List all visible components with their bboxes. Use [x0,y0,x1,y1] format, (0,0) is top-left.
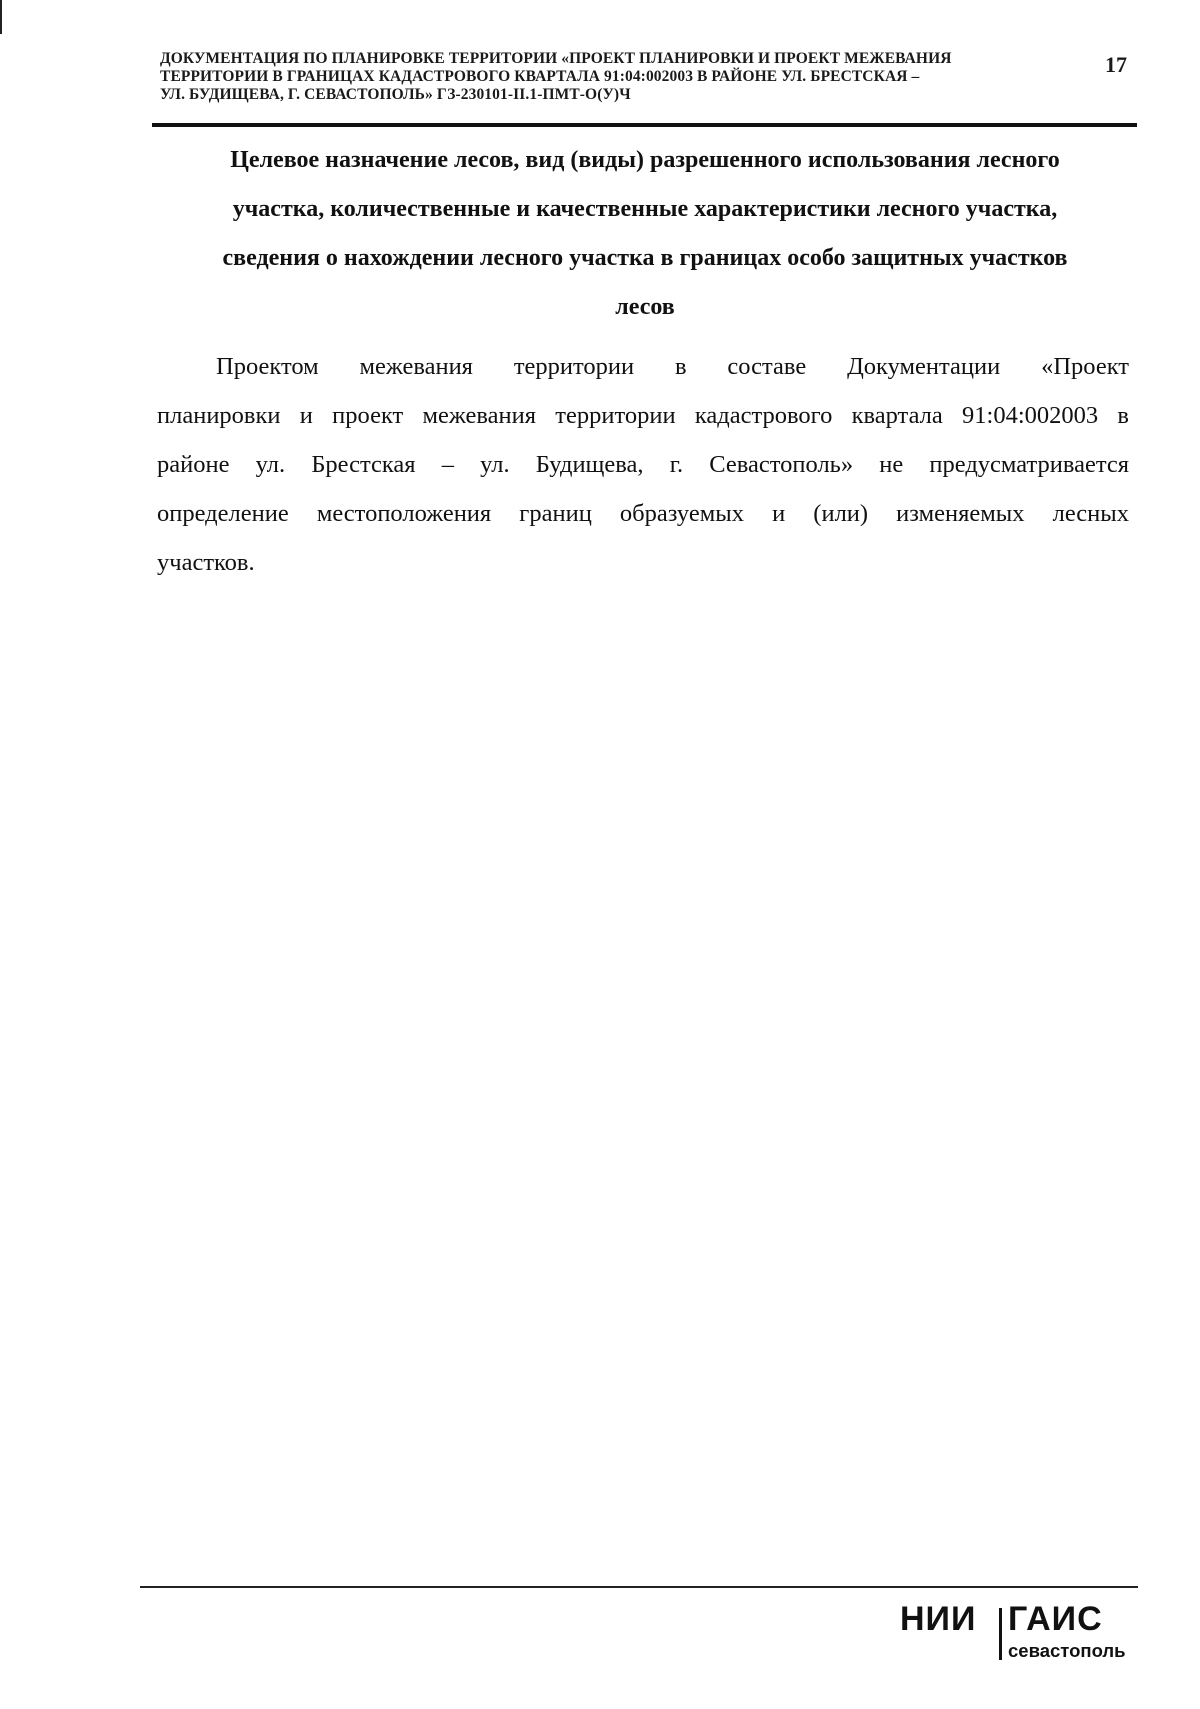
body-line-1: Проектом межевания территории в составе Документации «Проект [216,353,1129,380]
page-number: 17 [1105,52,1127,77]
header-line-2: ТЕРРИТОРИИ В ГРАНИЦАХ КАДАСТРОВОГО КВАРТАЛА 91:04:002003 В РАЙОНЕ УЛ. БРЕСТСКАЯ – [160,68,920,85]
body-line-3: районе ул. Брестская – ул. Будищева, г. Севастополь» не предусматривается [157,451,1129,478]
header-divider [152,123,1137,127]
footer-divider [140,1586,1138,1588]
body-line-2: планировки и проект межевания территории кадастрового квартала 91:04:002003 в [157,402,1129,429]
title-line-3: сведения о нахождении лесного участка в границах особо защитных участков [222,245,1068,271]
section-title [150,136,1140,332]
title-line-1: Целевое назначение лесов, вид (виды) разрешенного использования лесного [230,147,1060,173]
logo-subtitle: севастополь [1008,1640,1126,1661]
logo-left-text: НИИ [900,1600,977,1638]
title-line-4: лесов [615,294,675,320]
header-line-3: УЛ. БУДИЩЕВА, Г. СЕВАСТОПОЛЬ» ГЗ-230101-II.1-ПМТ-О(У)Ч [160,86,631,103]
logo-right-text: ГАИС [1008,1600,1103,1638]
title-line-2: участка, количественные и качественные характеристики лесного участка, [232,196,1058,222]
body-line-4: определение местоположения границ образуемых и (или) изменяемых лесных [157,500,1129,527]
document-header [160,50,1060,104]
body-paragraph [157,342,1129,587]
logo-separator [999,1608,1002,1660]
body-line-5: участков. [157,549,255,576]
scan-edge-mark [0,0,2,34]
company-logo [900,1600,1150,1670]
header-line-1: ДОКУМЕНТАЦИЯ ПО ПЛАНИРОВКЕ ТЕРРИТОРИИ «ПРОЕКТ ПЛАНИРОВКИ И ПРОЕКТ МЕЖЕВАНИЯ [160,50,952,67]
